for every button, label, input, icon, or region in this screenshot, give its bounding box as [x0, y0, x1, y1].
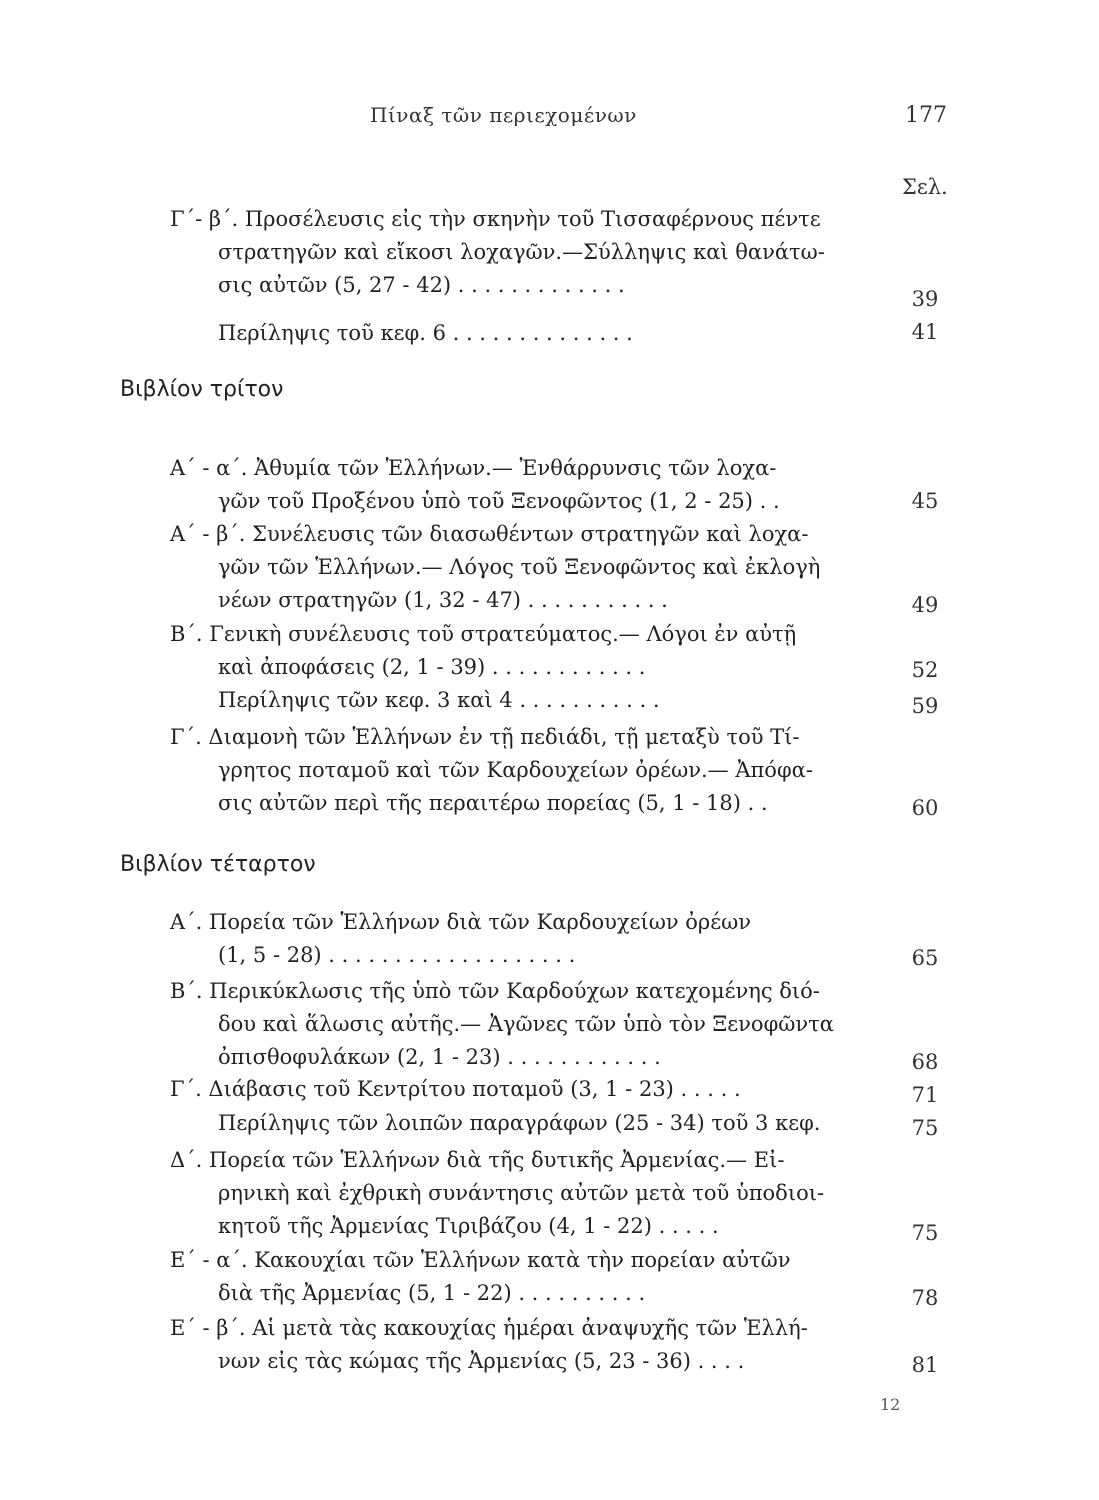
entry-page: 52 [911, 658, 939, 682]
entry-line: Δ΄. Πορεία τῶν Ἑλλήνων διὰ τῆς δυτικῆς Ἀρμενίας.— Εἰ- [170, 1148, 785, 1172]
section-heading-book4: Βιβλίον τέταρτον [120, 852, 316, 877]
toc-entry [170, 1244, 870, 1310]
entry-line: νέων στρατηγῶν (1, 32 - 47) . . . . . . . . . . . [218, 588, 668, 612]
running-head: Πίναξ τῶν περιεχομένων [370, 103, 637, 127]
entry-line: Α΄. Πορεία τῶν Ἑλλήνων διὰ τῶν Καρδουχείων ὀρέων [170, 910, 752, 934]
entry-line: (1, 5 - 28) . . . . . . . . . . . . . . . . . . . [218, 943, 576, 967]
signature-mark: 12 [880, 1395, 901, 1414]
toc-entry [170, 1107, 870, 1140]
toc-entry [170, 452, 870, 518]
entry-line: γῶν τοῦ Προξένου ὑπὸ τοῦ Ξενοφῶντος (1, 2 - 25) . . [218, 489, 780, 513]
entry-page: 78 [911, 1286, 939, 1310]
toc-entry [170, 721, 870, 820]
entry-line: Α΄ - α΄. Ἀθυμία τῶν Ἑλλήνων.— Ἐνθάρρυνσις τῶν λοχα- [170, 456, 777, 480]
entry-page: 60 [911, 796, 939, 820]
toc-entry [170, 684, 870, 717]
entry-line: Γ΄. Διάβασις τοῦ Κεντρίτου ποταμοῦ (3, 1 - 23) . . . . . [170, 1077, 741, 1101]
toc-entry [170, 1312, 870, 1378]
entry-page: 65 [911, 946, 939, 970]
entry-line: διὰ τῆς Ἀρμενίας (5, 1 - 22) . . . . . . . . . . [218, 1281, 646, 1305]
entry-line: Β΄. Γενικὴ συνέλευσις τοῦ στρατεύματος.— Λόγοι ἐν αὐτῇ [170, 622, 797, 646]
entry-line: γρητος ποταμοῦ καὶ τῶν Καρδουχείων ὀρέων.— Ἀπόφα- [218, 758, 813, 782]
entry-line: Ε΄ - β΄. Αἱ μετὰ τὰς κακουχίας ἡμέραι ἀναψυχῆς τῶν Ἑλλή- [170, 1316, 808, 1340]
entry-line: καὶ ἀποφάσεις (2, 1 - 39) . . . . . . . . . . . . [218, 655, 646, 679]
toc-entry [170, 1073, 870, 1106]
toc-entry [170, 906, 870, 972]
toc-entry [170, 618, 870, 684]
entry-page: 59 [911, 694, 939, 718]
section-heading-book3: Βιβλίον τρίτον [120, 377, 284, 402]
entry-line: Περίληψις τοῦ κεφ. 6 . . . . . . . . . . . . . . [218, 321, 633, 345]
entry-page: 39 [911, 287, 939, 311]
toc-entry [170, 203, 870, 302]
column-label: Σελ. [902, 175, 948, 199]
entry-line: Περίληψις τῶν κεφ. 3 καὶ 4 . . . . . . . . . . . [218, 688, 660, 712]
entry-line: Α΄ - β΄. Συνέλευσις τῶν διασωθέντων στρατηγῶν καὶ λοχα- [170, 522, 809, 546]
entry-page: 41 [911, 320, 939, 344]
entry-line: Ε΄ - α΄. Κακουχίαι τῶν Ἑλλήνων κατὰ τὴν πορείαν αὐτῶν [170, 1248, 791, 1272]
entry-line: Περίληψις τῶν λοιπῶν παραγράφων (25 - 34) τοῦ 3 κεφ. [218, 1111, 821, 1135]
entry-page: 68 [911, 1050, 939, 1074]
page-number: 177 [905, 103, 947, 128]
entry-line: Β΄. Περικύκλωσις τῆς ὑπὸ τῶν Καρδούχων κατεχομένης διό- [170, 979, 820, 1003]
entry-line: γῶν τῶν Ἑλλήνων.— Λόγος τοῦ Ξενοφῶντος καὶ ἐκλογὴ [218, 555, 821, 579]
entry-line: στρατηγῶν καὶ εἴκοσι λοχαγῶν.—Σύλληψις καὶ θανάτω- [218, 240, 825, 264]
toc-entry [170, 1144, 870, 1243]
toc-entry [170, 975, 870, 1074]
entry-line: Γ΄- β΄. Προσέλευσις εἰς τὴν σκηνὴν τοῦ Τισσαφέρνους πέντε [170, 207, 821, 231]
entry-page: 81 [911, 1353, 939, 1377]
entry-page: 71 [911, 1083, 939, 1107]
entry-line: κητοῦ τῆς Ἀρμενίας Τιριβάζου (4, 1 - 22) . . . . . [218, 1214, 719, 1238]
entry-line: δου καὶ ἅλωσις αὐτῆς.— Ἀγῶνες τῶν ὑπὸ τὸν Ξενοφῶντα [218, 1012, 834, 1036]
entry-line: νων εἰς τὰς κώμας τῆς Ἀρμενίας (5, 23 - 36) . . . . [218, 1349, 745, 1373]
entry-line: σις αὐτῶν περὶ τῆς περαιτέρω πορείας (5, 1 - 18) . . [218, 791, 768, 815]
entry-line: ὀπισθοφυλάκων (2, 1 - 23) . . . . . . . . . . . . [218, 1045, 661, 1069]
toc-entry [170, 518, 870, 617]
entry-line: ρηνικὴ καὶ ἐχθρικὴ συνάντησις αὐτῶν μετὰ τοῦ ὑποδιοι- [218, 1181, 825, 1205]
entry-line: σις αὐτῶν (5, 27 - 42) . . . . . . . . . . . . . [218, 273, 625, 297]
entry-page: 49 [911, 593, 939, 617]
entry-page: 75 [911, 1116, 939, 1140]
entry-page: 45 [911, 489, 939, 513]
toc-entry [170, 317, 870, 350]
entry-page: 75 [911, 1221, 939, 1245]
entry-line: Γ΄. Διαμονὴ τῶν Ἑλλήνων ἐν τῇ πεδιάδι, τῇ μεταξὺ τοῦ Τί- [170, 725, 800, 749]
